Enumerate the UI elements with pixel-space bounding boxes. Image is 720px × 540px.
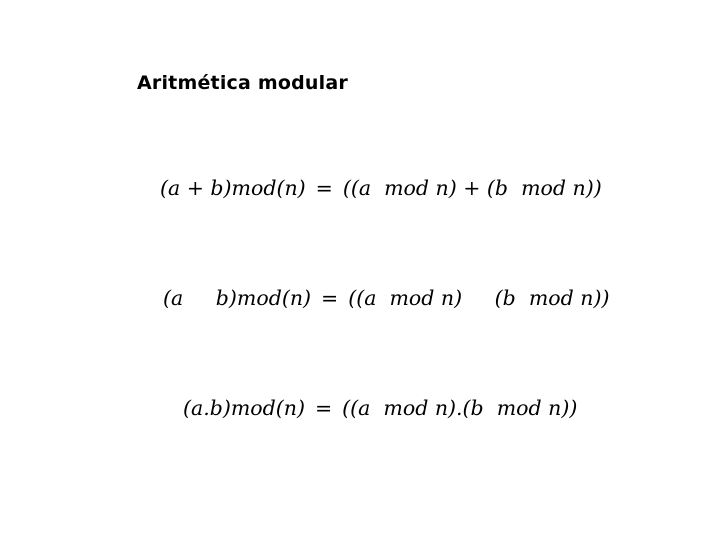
equation-relation: = xyxy=(321,286,339,310)
equation-addition xyxy=(160,178,602,199)
equation-lhs: (a.b)mod(n) xyxy=(183,396,305,420)
equation-rhs: ((a mod n) + (b mod n)) xyxy=(342,176,602,200)
equation-subtraction xyxy=(163,288,609,309)
equation-relation: = xyxy=(314,396,333,420)
equation-relation: = xyxy=(315,176,333,200)
equation-lhs: (a + b)mod(n) xyxy=(160,176,306,200)
equation-rhs: ((a mod n).(b mod n)) xyxy=(342,396,578,420)
equation-rhs: ((a mod n) (b mod n)) xyxy=(348,286,610,310)
equation-lhs: (a b)mod(n) xyxy=(163,286,312,310)
equation-multiplication xyxy=(183,398,577,419)
slide-title: Aritmética modular xyxy=(137,72,348,94)
